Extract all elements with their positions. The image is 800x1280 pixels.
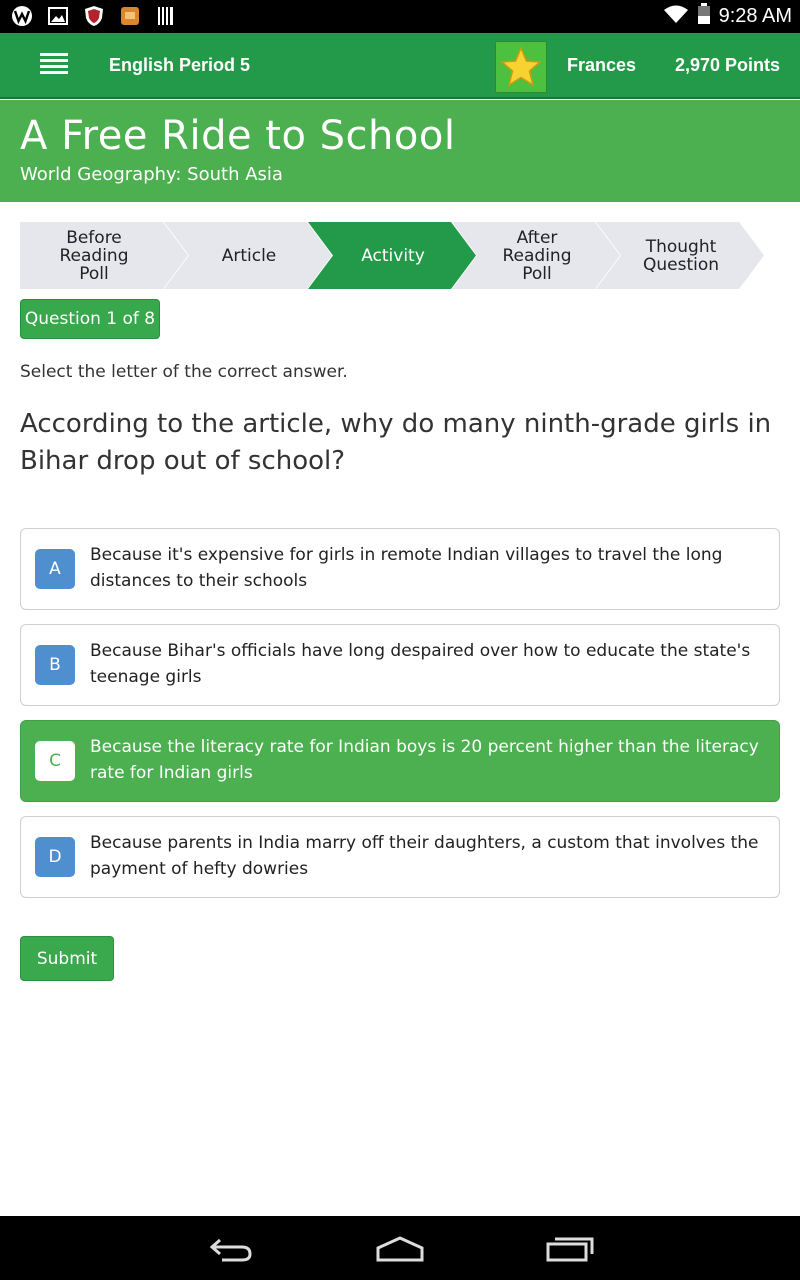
question-text: According to the article, why do many ninth-grade girls in Bihar drop out of school? [20, 409, 772, 476]
step-navigation [20, 222, 780, 289]
page-title: A Free Ride to School [20, 113, 456, 159]
step-label: After Reading Poll [502, 227, 572, 284]
home-icon[interactable] [370, 1232, 430, 1266]
user-name[interactable]: Frances [567, 55, 637, 75]
step-thought-question[interactable] [596, 222, 764, 289]
answer-option-c[interactable] [20, 720, 780, 802]
points-total: 2,970 Points [674, 55, 780, 75]
clock: 9:28 AM [718, 4, 792, 27]
article-header [0, 100, 800, 202]
step-article[interactable] [164, 222, 332, 289]
status-bar [0, 0, 800, 33]
answer-option-d[interactable] [20, 816, 780, 898]
gallery-icon [46, 5, 70, 27]
step-before-reading-poll[interactable] [20, 222, 188, 289]
step-label: Article [221, 245, 277, 266]
w-app-icon [10, 5, 34, 27]
app-box-icon [118, 5, 142, 27]
answer-option-b[interactable] [20, 624, 780, 706]
answer-letter: C [35, 741, 75, 781]
question-progress-badge: Question 1 of 8 [20, 299, 160, 339]
battery-icon [697, 3, 711, 29]
wifi-icon [663, 4, 689, 28]
recent-apps-icon[interactable] [540, 1232, 600, 1266]
answer-text: Because it's expensive for girls in remote Indian villages to travel the long distances to their schools [90, 545, 723, 591]
app-bar [0, 33, 800, 99]
step-after-reading-poll[interactable] [452, 222, 620, 289]
menu-icon[interactable] [40, 53, 68, 79]
answer-text: Because Bihar's officials have long despaired over how to educate the state's teenage girls [90, 641, 751, 687]
security-shield-icon [82, 5, 106, 27]
barcode-icon [154, 5, 178, 27]
instruction-text: Select the letter of the correct answer. [20, 362, 348, 382]
answer-option-a[interactable] [20, 528, 780, 610]
class-name[interactable]: English Period 5 [109, 55, 251, 75]
answer-letter: B [35, 645, 75, 685]
step-label: Before Reading Poll [59, 227, 129, 284]
system-nav-bar [0, 1216, 800, 1280]
star-icon[interactable] [495, 41, 547, 93]
back-icon[interactable] [200, 1232, 260, 1266]
answer-text: Because parents in India marry off their daughters, a custom that involves the payment of hefty dowries [90, 833, 759, 879]
answer-letter: A [35, 549, 75, 589]
step-label: Activity [361, 245, 425, 266]
answer-letter: D [35, 837, 75, 877]
step-label: Thought Question [642, 236, 720, 275]
submit-button[interactable]: Submit [20, 936, 114, 981]
step-activity[interactable] [308, 222, 476, 289]
page-subtitle: World Geography: South Asia [20, 164, 283, 185]
answer-text: Because the literacy rate for Indian boys is 20 percent higher than the literacy rate for Indian girls [90, 737, 759, 783]
